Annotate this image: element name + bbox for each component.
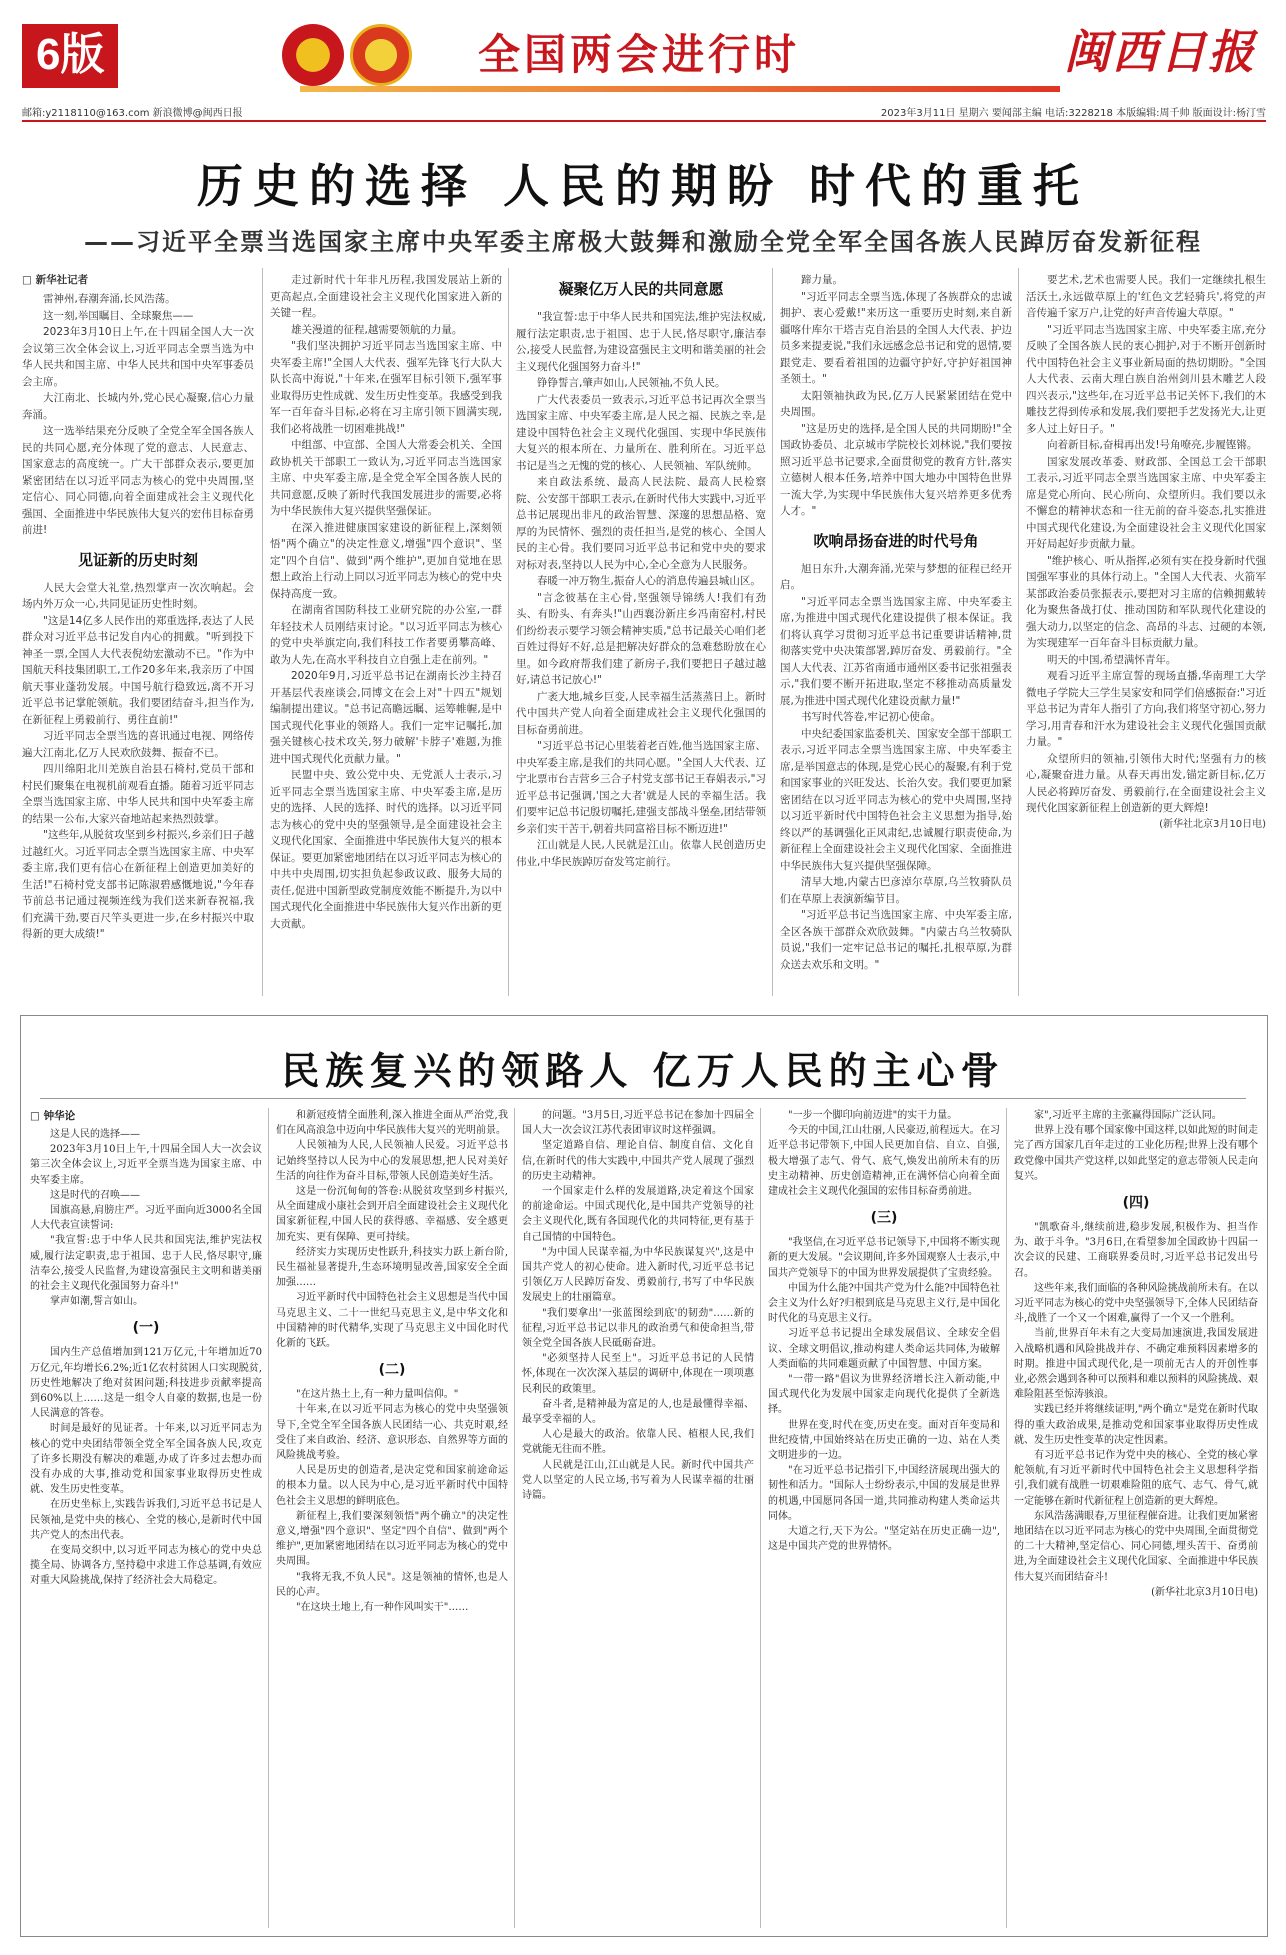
section-subhead: (二): [378, 1362, 406, 1379]
paragraph: 人民就是江山,江山就是人民。新时代中国共产党人以坚定的人民立场,书写着为人民谋幸福的壮丽诗篇。: [522, 1459, 754, 1502]
column-divider: [1006, 1108, 1007, 1928]
paragraph: 当前,世界百年未有之大变局加速演进,我国发展进入战略机遇和风险挑战并存、不确定难预料因素增多的时期。推进中国式现代化,是一项前无古人的开创性事业,必然会遇到各种可以预料和难以预料的风险挑战、艰难险阻甚至惊涛骇浪。: [1014, 1328, 1258, 1401]
paragraph: "在这块土地上,有一种作风叫实干"……: [296, 1602, 469, 1614]
paragraph: 2020年9月,习近平总书记在湖南长沙主持召开基层代表座谈会,同博文在会上对"十四五"规划编制提出建议。"总书记高瞻远瞩、运筹帷幄,是中国式现代化事业的领路人。我们一定牢记嘱托,加强关键核心技术攻关,努力破解'卡脖子'难题,为推进中国式现代化贡献力量。": [270, 670, 502, 765]
paragraph: 向着新目标,奋楫再出发!号角嘹亮,步履铿锵。: [1047, 439, 1258, 451]
paragraph: 新征程上,我们要深刻领悟"两个确立"的决定性意义,增强"四个意识"、坚定"四个自信"、做到"两个维护",更加紧密地团结在以习近平同志为核心的党中央周围。: [276, 1510, 508, 1568]
column-divider: [514, 1108, 515, 1928]
paragraph: 时间是最好的见证者。十年来,以习近平同志为核心的党中央团结带领全党全军全国各族人民,攻克了许多长期没有解决的难题,办成了许多过去想办而没有办成的大事,推动党和国家事业取得历史性成就、发生历史性变革。: [30, 1423, 262, 1496]
article-headline: 历史的选择 人民的期盼 时代的重托: [196, 159, 1090, 213]
paragraph: 的问题。"3月5日,习近平总书记在参加十四届全国人大一次会议江苏代表团审议时这样强调。: [522, 1110, 754, 1137]
page-number: 6版: [22, 24, 118, 88]
signoff: (新华社北京3月10日电): [1151, 1586, 1258, 1598]
paragraph: 蹄力量。: [801, 274, 843, 286]
paragraph: 习近平总书记提出全球发展倡议、全球安全倡议、全球文明倡议,推动构建人类命运共同体,为破解人类面临的共同难题贡献了中国智慧、中国方案。: [768, 1328, 1000, 1370]
section-subhead: (四): [1122, 1195, 1150, 1212]
paragraph: 掌声如潮,誓言如山。: [50, 1296, 144, 1308]
paragraph: 书写时代答卷,牢记初心使命。: [801, 711, 941, 723]
paragraph: 和新冠疫情全面胜利,深入推进全面从严治党,我们在风高浪急中迈向中华民族伟大复兴的光明前景。: [276, 1110, 508, 1137]
paragraph: "习近平同志全票当选国家主席、中央军委主席,为推进中国式现代化建设提供了根本保证。我们将认真学习贯彻习近平总书记重要讲话精神,贯彻落实党中央决策部署,踔厉奋发、勇毅前行。"全国人大代表、江苏省南通市通州区委书记张祖强表示,"我们要不断开拓进取,坚定不移推动高质量发展,为推进中国式现代化建设贡献力量!": [780, 595, 1012, 707]
paragraph: 中央纪委国家监委机关、国家安全部干部职工表示,习近平同志全票当选国家主席、中央军委主席,是举国意志的体现,是党心民心的凝聚,有利于党和国家事业的兴旺发达、长治久安。我们要更加紧密团结在以习近平同志为核心的党中央周围,坚持以习近平新时代中国特色社会主义思想为指导,始终以严的基调强化正风肃纪,忠诚履行职责使命,为新征程上全面建设社会主义现代化国家、全面推进中华民族伟大复兴提供坚强保障。: [780, 727, 1012, 872]
paragraph: "在这片热土上,有一种力量叫信仰。": [296, 1389, 459, 1401]
paragraph: 习近平新时代中国特色社会主义思想是当代中国马克思主义、二十一世纪马克思主义,是中华文化和中国精神的时代精华,实现了马克思主义中国化时代化新的飞跃。: [276, 1292, 508, 1350]
paragraph: "一步一个脚印向前迈进"的实干力量。: [788, 1110, 958, 1121]
paragraph: 有习近平总书记作为党中央的核心、全党的核心掌舵领航,有习近平新时代中国特色社会主义思想科学指引,我们就有战胜一切艰难险阻的底气、志气、骨气,就一定能够在新时代新征程上创造新的更大辉煌。: [1014, 1450, 1258, 1507]
paragraph: 铮铮誓言,肇声如山,人民领袖,不负人民。: [537, 377, 726, 389]
masthead: [0, 0, 1286, 118]
paragraph: 这是时代的召唤——: [50, 1189, 140, 1201]
paragraph: 奋斗者,是精神最为富足的人,也是最懂得幸福、最享受幸福的人。: [522, 1398, 754, 1426]
article1-column-2: [270, 272, 502, 996]
paragraph: "凯歌奋斗,继续前进,稳步发展,积极作为、担当作为、敢于斗争。"3月6日,在看望参加全国政协十四届一次会议的民建、工商联界委员时,习近平总书记发出号召。: [1014, 1222, 1258, 1279]
article2-column-5: [1014, 1108, 1258, 1928]
paragraph: 广大代表委员一致表示,习近平总书记再次全票当选国家主席、中央军委主席,是人民之福、民族之幸,是建设中国特色社会主义现代化强国、实现中华民族伟大复兴的根本所在、力量所在、胜利所在。习近平总书记是当之无愧的党的核心、人民领袖、军队统帅。: [516, 393, 766, 472]
paragraph: "我们坚决拥护习近平同志当选国家主席、中央军委主席!"全国人大代表、强军先锋飞行大队大队长高中海说,"十年来,在强军目标引领下,强军事业取得历史性成就、发生历史性变革。我感受到我军一百年奋斗目标,必将在习主席引领下圆满实现,我们必将战胜一切困难挑战!": [270, 340, 502, 435]
date-editor-info: 2023年3月11日 星期六 要闻部主编 电话:3228218 本版编辑:周千帅 版面设计:杨汀雪: [880, 108, 1266, 119]
paragraph: 明天的中国,希望满怀青年。: [1047, 653, 1177, 666]
article1-column-4: [780, 272, 1012, 996]
paragraph: "言念彼基在主心骨,坚强领导锦绣人!我们有劲头、有盼头、有奔头!"山西襄汾新庄乡冯南窑村,村民们纷纷表示要学习领会精神实质,"总书记最关心咱们老百姓过得好不好,总是把解决好群众的急难愁盼放在心里。如今政府帮我们建了新房子,我们要把日子越过越好,请总书记放心!": [516, 591, 766, 686]
section-subhead: (三): [870, 1210, 898, 1227]
byline: □ 新华社记者: [22, 274, 89, 286]
paragraph: 广袤大地,城乡巨变,人民幸福生活蒸蒸日上。新时代中国共产党人向着全面建成社会主义现代化强国的目标奋勇前进。: [516, 690, 766, 736]
paragraph: "这些年,从脱贫攻坚到乡村振兴,乡亲们日子越过越红火。习近平同志全票当选国家主席、中央军委主席,我们更有信心在新征程上创造更加美好的生活!"石椅村党支部书记陈淑碧感慨地说,"今年春节前总书记通过视频连线为我们送来新春祝福,我们充满干劲,要百尺竿头更进一步,在乡村振兴中取得新的更大成绩!": [22, 829, 254, 940]
article2-column-1: [30, 1108, 262, 1928]
column-divider: [760, 1108, 761, 1928]
column-divider: [1018, 268, 1019, 996]
paragraph: 一个国家走什么样的发展道路,决定着这个国家的前途命运。中国式现代化,是中国共产党领导的社会主义现代化,既有各国现代化的共同特征,更有基于自己国情的中国特色。: [522, 1186, 754, 1243]
paragraph: 东风浩荡满眼春,万里征程催奋进。让我们更加紧密地团结在以习近平同志为核心的党中央周围,全面贯彻党的二十大精神,坚定信心、同心同德,埋头苦干、奋勇前进,为全面建设社会主义现代化国家、全面推进中华民族伟大复兴而团结奋斗!: [1014, 1510, 1258, 1583]
masthead-rule: [22, 120, 1266, 122]
paragraph: "维护核心、听从指挥,必须有实在投身新时代强国强军事业的具体行动上。"全国人大代表、火箭军某部政治委员张振表示,要把对习主席的信赖拥戴转化为聚焦备战打仗、推动国防和军队现代化建设的强大动力,以坚定的信念、高昂的斗志、过硬的本领,为实现建军一百年奋斗目标贡献力量。: [1026, 554, 1266, 649]
article-subheadline: ——习近平全票当选国家主席中央军委主席极大鼓舞和激励全党全军全国各族人民踔厉奋发新征程: [84, 228, 1202, 256]
banner-bar: [300, 86, 1060, 92]
cppcc-emblem-icon: [350, 24, 412, 86]
paragraph: 在湖南省国防科技工业研究院的办公室,一群年轻技术人员刚结束讨论。"以习近平同志为核心的党中央举旗定向,我们科技工作者要勇攀高峰、敢为人先,在高水平科技自立自强上走在前列。": [270, 604, 502, 666]
paragraph: 家",习近平主席的主张赢得国际广泛认同。: [1034, 1110, 1222, 1121]
section-banner: 全国两会进行时: [478, 30, 801, 79]
paragraph: 这一刻,举国瞩目、全球聚焦——: [43, 309, 194, 322]
section-subhead: 吹响昂扬奋进的时代号角: [813, 531, 979, 550]
section-subhead: (一): [132, 1320, 160, 1337]
paragraph: "必须坚持人民至上"。习近平总书记的人民情怀,体现在一次次深入基层的调研中,体现在一项项惠民利民的政策里。: [522, 1353, 754, 1395]
paragraph: 中国为什么能?中国共产党为什么能?中国特色社会主义为什么好?归根到底是马克思主义行,是中国化时代化的马克思主义行。: [768, 1282, 1000, 1325]
paragraph: 雷神州,春潮奔涌,长风浩荡。: [43, 293, 176, 305]
national-emblem-icon: [282, 24, 344, 86]
byline: □ 钟华论: [30, 1110, 76, 1122]
paragraph: 民盟中央、致公党中央、无党派人士表示,习近平同志全票当选国家主席、中央军委主席,是历史的选择、人民的选择、时代的选择。以习近平同志为核心的党中央的坚强领导,是全面建设社会主义现代化国家、全面推进中华民族伟大复兴的根本保证。要更加紧密地团结在以习近平同志为核心的中共中央周围,切实担负起参政议政、服务大局的责任,促进中国新型政党制度效能不断提升,为以中国式现代化全面推进中华民族伟大复兴作出新的更大贡献。: [270, 769, 502, 930]
section-subhead: 见证新的历史时刻: [77, 550, 198, 569]
signoff: (新华社北京3月10日电): [1159, 818, 1266, 830]
paragraph: 这是人民的选择——: [50, 1129, 140, 1140]
paragraph: 在深入推进健康国家建设的新征程上,深刻领悟"两个确立"的决定性意义,增强"四个意识"、坚定"四个自信"、做到"两个维护",更加自觉地在思想上政治上行动上同以习近平同志为核心的党中央保持高度一致。: [270, 521, 502, 600]
paragraph: 2023年3月10日上午,在十四届全国人大一次会议第三次全体会议上,习近平同志全票当选为中华人民共和国主席、中华人民共和国中央军事委员会主席。: [22, 326, 254, 388]
contact-info: 邮箱:y2118110@163.com 新浪微博@闽西日报: [22, 108, 243, 119]
paragraph: 这些年来,我们面临的各种风险挑战前所未有。在以习近平同志为核心的党中央坚强领导下,全体人民团结奋斗,战胜了一个又一个困难,赢得了一个又一个胜利。: [1014, 1282, 1258, 1325]
paragraph: 太阳领袖执政为民,亿万人民紧紧团结在党中央周围。: [780, 389, 1012, 418]
paragraph: 人民领袖为人民,人民领袖人民爱。习近平总书记始终坚持以人民为中心的发展思想,把人民对美好生活的向往作为奋斗目标,带领人民创造美好生活。: [276, 1140, 508, 1182]
paragraph: 2023年3月10日上午,十四届全国人大一次会议第三次全体会议上,习近平全票当选为国家主席、中央军委主席。: [30, 1144, 262, 1186]
article1-column-5: [1026, 272, 1266, 996]
article2-column-2: [276, 1108, 508, 1928]
paragraph: 人民大会堂大礼堂,热烈掌声一次次响起。会场内外万众一心,共同见证历史性时刻。: [22, 581, 254, 610]
article2-rule: [40, 1098, 1246, 1099]
paragraph: 来自政法系统、最高人民法院、最高人民检察院、公安部干部职工表示,在新时代伟大实践中,习近平总书记展现出非凡的政治智慧、深邃的思想品格、宽厚的为民情怀、强烈的责任担当,是党的核心、全国人民的主心骨。我们要同习近平总书记和党中央的要求对标对表,坚持以人民为中心,全心全意为人民服务。: [516, 476, 766, 571]
paragraph: "为中国人民谋幸福,为中华民族谋复兴",这是中国共产党人的初心使命。进入新时代,习近平总书记引领亿万人民踔厉奋发、勇毅前行,书写了中华民族发展史上的壮丽篇章。: [522, 1246, 754, 1304]
paragraph: 雄关漫道的征程,越需要领航的力量。: [291, 323, 463, 336]
paragraph: "我坚信,在习近平总书记领导下,中国将不断实现新的更大发展。"会议期间,许多外国观察人士表示,中国共产党领导下的中国为世界发展提供了宝贵经验。: [768, 1237, 1000, 1279]
paragraph: "一带一路"倡议为世界经济增长注入新动能,中国式现代化为发展中国家走向现代化提供了全新选择。: [768, 1374, 1000, 1416]
paragraph: "我宣誓:忠于中华人民共和国宪法,维护宪法权威,履行法定职责,忠于祖国、忠于人民,恪尽职守,廉洁奉公,接受人民监督,为建设富强民主文明和谐美丽的社会主义现代化强国努力奋斗!": [30, 1235, 262, 1293]
paragraph: 国家发展改革委、财政部、全国总工会干部职工表示,习近平同志全票当选国家主席、中央军委主席是党心所向、民心所向、众望所归。我们要以永不懈怠的精神状态和一往无前的奋斗姿态,扎实推进中国式现代化建设,为全面建设社会主义现代化国家开好局起好步贡献力量。: [1026, 455, 1266, 550]
paragraph: 旭日东升,大潮奔涌,光荣与梦想的征程已经开启。: [780, 562, 1012, 591]
paragraph: "习近平同志当选国家主席、中央军委主席,充分反映了全国各族人民的衷心拥护,对于不断开创新时代中国特色社会主义事业新局面的热切期盼。"全国人大代表、云南大理白族自治州剑川县木雕艺人段四兴表示,"这些年,在习近平总书记关怀下,我们的木雕技艺得到传承和发展,我们要把手艺发扬光大,让更多人过上好日子。": [1026, 323, 1266, 435]
paper-logo: 闽西日报: [1064, 25, 1256, 79]
paragraph: 人民是历史的创造者,是决定党和国家前途命运的根本力量。以人民为中心,是习近平新时代中国特色社会主义思想的鲜明底色。: [276, 1465, 508, 1507]
paragraph: 世界在变,时代在变,历史在变。面对百年变局和世纪疫情,中国始终站在历史正确的一边、站在人类文明进步的一边。: [768, 1419, 1000, 1462]
paragraph: 大道之行,天下为公。"坚定站在历史正确一边",这是中国共产党的世界情怀。: [768, 1526, 1000, 1553]
paragraph: "习近平总书记心里装着老百姓,他当选国家主席、中央军委主席,是我们的共同心愿。"全国人大代表、辽宁北票市台吉营乡三合子村党支部书记王春娟表示,"习近平总书记强调,'国之大者'就是人民的幸福生活。我们要牢记总书记殷切嘱托,建强支部战斗堡垒,团结带领乡亲们实干苦干,朝着共同富裕目标不断迈进!": [516, 740, 766, 835]
paragraph: "我们要拿出'一张蓝图绘到底'的韧劲"……新的征程,习近平总书记以非凡的政治勇气和使命担当,带领全党全国各族人民砥砺奋进。: [522, 1307, 754, 1350]
paragraph: 众望所归的领袖,引领伟大时代;坚强有力的核心,凝聚奋进力量。从春天再出发,锚定新目标,亿万人民必将踔厉奋发、勇毅前行,在全面建设社会主义现代化国家新征程上创造新的更大辉煌!: [1026, 752, 1266, 814]
section-subhead: 凝聚亿万人民的共同意愿: [558, 280, 724, 298]
article2-column-4: [768, 1108, 1000, 1928]
paragraph: "我将无我,不负人民"。这是领袖的情怀,也是人民的心声。: [276, 1571, 508, 1598]
paragraph: 人心是最大的政治。依靠人民、植根人民,我们党就能无往而不胜。: [522, 1429, 754, 1456]
paragraph: 实践已经并将继续证明,"两个确立"是党在新时代取得的重大政治成果,是推动党和国家事业取得历史性成就、发生历史性变革的决定性因素。: [1014, 1404, 1258, 1446]
column-divider: [508, 268, 509, 996]
paragraph: 清早大地,内蒙古巴彦淖尔草原,乌兰牧骑队员们在草原上表演新编节目。: [780, 876, 1012, 905]
paragraph: 观看习近平主席宣誓的现场直播,华南理工大学微电子学院大三学生吴家安和同学们倍感振奋:"习近平总书记为青年人指引了方向,我们将坚守初心,努力学习,用青春和汗水为建设社会主义现代化强国贡献力量。": [1026, 670, 1266, 748]
column-divider: [772, 268, 773, 996]
paragraph: 这是一份沉甸甸的答卷:从脱贫攻坚到乡村振兴,从全面建成小康社会到开启全面建设社会主义现代化国家新征程,中国人民的获得感、幸福感、安全感更加充实、更有保障、更可持续。: [276, 1186, 508, 1243]
column-divider: [268, 1108, 269, 1928]
paragraph: 今天的中国,江山壮丽,人民豪迈,前程远大。在习近平总书记带领下,中国人民更加自信、自立、自强,极大增强了志气、骨气、底气,焕发出前所未有的历史主动精神、历史创造精神,正在满怀信心向着全面建成社会主义现代化强国的宏伟目标奋勇前进。: [768, 1125, 1000, 1198]
paragraph: 要艺术,艺术也需要人民。我们一定继续扎根生活沃土,永远做草原上的'红色文艺轻骑兵',将党的声音传遍千家万户,让党的好声音传遍大草原。": [1026, 274, 1266, 319]
paragraph: 国旗高悬,肩膀庄严。习近平面向近3000名全国人大代表宣读誓词:: [30, 1205, 262, 1232]
paragraph: "我宣誓:忠于中华人民共和国宪法,维护宪法权威,履行法定职责,忠于祖国、忠于人民,恪尽职守,廉洁奉公,接受人民监督,为建设富强民主文明和谐美丽的社会主义现代化强国努力奋斗!": [516, 311, 766, 373]
article1-column-3: [516, 268, 766, 996]
paragraph: 十年来,在以习近平同志为核心的党中央坚强领导下,全党全军全国各族人民团结一心、共克时艰,经受住了来自政治、经济、意识形态、自然界等方面的风险挑战考验。: [276, 1404, 508, 1462]
paragraph: 走过新时代十年非凡历程,我国发展站上新的更高起点,全面建设社会主义现代化国家进入新的关键一程。: [270, 274, 502, 319]
article1-column-1: [22, 272, 254, 996]
paragraph: 在历史坐标上,实践告诉我们,习近平总书记是人民领袖,是党中央的核心、全党的核心,是新时代中国共产党人的杰出代表。: [30, 1499, 262, 1541]
paragraph: 习近平同志全票当选的喜讯通过电视、网络传遍大江南北,亿万人民欢欣鼓舞、振奋不已。: [22, 730, 254, 759]
paragraph: 四川绵阳北川羌族自治县石椅村,党员干部和村民们聚集在电视机前观看直播。随着习近平同志全票当选国家主席、中华人民共和国中央军委主席的结果一公布,大家兴奋地站起来热烈鼓掌。: [22, 763, 254, 825]
paragraph: 国内生产总值增加到121万亿元,十年增加近70万亿元,年均增长6.2%;近1亿农村贫困人口实现脱贫,历史性地解决了绝对贫困问题;科技进步贡献率提高到60%以上……这是一组令人自豪的数据,也是一份人民满意的答卷。: [30, 1347, 262, 1420]
paragraph: 这一选举结果充分反映了全党全军全国各族人民的共同心愿,充分体现了党的意志、人民意志、国家意志的高度统一。广大干部群众表示,要更加紧密团结在以习近平同志为核心的党中央周围,坚定信心、同心同德,向着全面建成社会主义现代化强国、全面推进中华民族伟大复兴的宏伟目标奋勇前进!: [22, 425, 254, 536]
paragraph: 在变局交织中,以习近平同志为核心的党中央总揽全局、协调各方,坚持稳中求进工作总基调,有效应对重大风险挑战,保持了经济社会大局稳定。: [30, 1545, 262, 1587]
column-divider: [262, 268, 263, 996]
paragraph: 坚定道路自信、理论自信、制度自信、文化自信,在新时代的伟大实践中,中国共产党人展现了强烈的历史主动精神。: [522, 1140, 754, 1182]
article2-headline: 民族复兴的领路人 亿万人民的主心骨: [281, 1049, 1005, 1093]
paragraph: 世界上没有哪个国家像中国这样,以如此短的时间走完了西方国家几百年走过的工业化历程;世界上没有哪个政党像中国共产党这样,以如此坚定的意志带领人民走向复兴。: [1014, 1125, 1258, 1182]
paragraph: "习近平同志全票当选,体现了各族群众的忠诚拥护、衷心爱戴!"来历这一重要历史时刻,来自新疆喀什库尔干塔吉克自治县的全国人大代表、护边员多来提麦说,"我们永远感念总书记和党的恩情,要跟党走、要看着祖国的边疆守护好,守护好祖国神圣领土。": [780, 290, 1012, 385]
article2-column-3: [522, 1108, 754, 1928]
paragraph: 春暖一冲万物生,振奋人心的消息传遍县城山区。: [537, 575, 761, 587]
paragraph: 江山就是人民,人民就是江山。依靠人民创造历史伟业,中华民族踔厉奋发笃定前行。: [516, 839, 766, 868]
paragraph: "这是历史的选择,是全国人民的共同期盼!"全国政协委员、北京城市学院校长刘林说,"我们要按照习近平总书记要求,全面贯彻党的教育方针,落实立德树人根本任务,培养中国大地办中国特色世界一流大学,为实现中华民族伟大复兴培养更多优秀人才。": [780, 422, 1012, 517]
paragraph: "在习近平总书记指引下,中国经济展现出强大的韧性和活力。"国际人士纷纷表示,中国的发展是世界的机遇,中国愿同各国一道,共同推动构建人类命运共同体。: [768, 1465, 1000, 1522]
info-line: [0, 104, 1286, 120]
paragraph: "这是14亿多人民作出的郑重选择,表达了人民群众对习近平总书记发自内心的拥戴。"听到投下神圣一票,全国人大代表倪幼宏激动不已。"作为中国航天科技集团职工,工作20多年来,我亲历了中国航天事业蓬勃发展。中国号航行稳致远,离不开习近平总书记掌舵领航。我们要团结奋斗,担当作为,在新征程上勇毅前行、勇往直前!": [22, 614, 254, 726]
paragraph: 中组部、中宣部、全国人大常委会机关、全国政协机关干部职工一致认为,习近平同志当选国家主席、中央军委主席,是全党全军全国各族人民的共同意愿,反映了新时代我国发展进步的需要,必将为中华民族伟大复兴提供坚强保证。: [270, 439, 502, 517]
paragraph: 经济实力实现历史性跃升,科技实力跃上新台阶,民生福祉显著提升,生态环境明显改善,国家安全全面加强……: [276, 1246, 508, 1289]
paragraph: "习近平总书记当选国家主席、中央军委主席,全区各族干部群众欢欣鼓舞。"内蒙古乌兰牧骑队员说,"我们一定牢记总书记的嘱托,扎根草原,为群众送去欢乐和文明。": [780, 909, 1012, 971]
paragraph: 大江南北、长城内外,党心民心凝聚,信心力量奔涌。: [22, 392, 254, 421]
